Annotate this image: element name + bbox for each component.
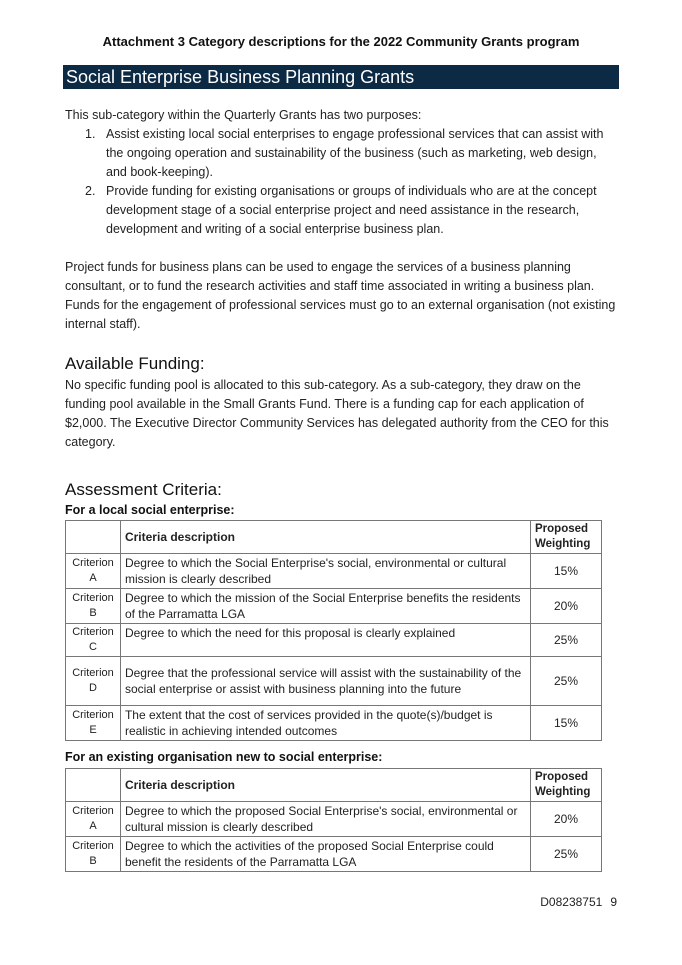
table-header-row: [66, 521, 602, 554]
description-cell: Degree to which the mission of the Social Enterprise benefits the residents of the Parramatta LGA: [120, 589, 530, 624]
list-item-text: Assist existing local social enterprises to engage professional services that can assist with the ongoing operation and sustainability of the business (such as marketing, web design, and book-keeping).: [106, 127, 604, 179]
local-enterprise-subheading: For a local social enterprise:: [65, 503, 235, 517]
funds-paragraph: Project funds for business plans can be used to engage the services of a business planning consultant, or to fund the research activities and staff time associated in writing a business plan. Funds for the engagement of professional services must go to an external organisation (not existing internal staff).: [65, 260, 616, 331]
list-number: 1.: [85, 127, 96, 141]
existing-organisation-subheading: For an existing organisation new to social enterprise:: [65, 750, 383, 764]
description-cell: Degree to which the Social Enterprise's social, environmental or cultural mission is clearly described: [120, 554, 530, 589]
purposes-list: [65, 125, 617, 239]
page-header: Attachment 3 Category descriptions for the 2022 Community Grants program: [102, 34, 580, 49]
intro-lead: This sub-category within the Quarterly Grants has two purposes:: [65, 108, 422, 122]
local-criteria-table: [65, 520, 602, 741]
criterion-cell: Criterion C: [66, 624, 121, 657]
table-header-cell: [66, 521, 121, 554]
list-item: [65, 125, 617, 182]
list-item-text: Provide funding for existing organisations or groups of individuals who are at the concept development stage of a social enterprise project and need assistance in the research, development and writing of a social enterprise business plan.: [106, 184, 597, 236]
existing-criteria-table: [65, 768, 602, 872]
list-item: [65, 182, 617, 239]
criterion-cell: Criterion A: [66, 802, 121, 837]
table-header-row: [66, 769, 602, 802]
table-header-cell: [66, 769, 121, 802]
document-id: D08238751: [540, 895, 603, 909]
table-row: [66, 706, 602, 741]
weighting-cell: 15%: [531, 706, 602, 741]
weighting-cell: 15%: [531, 554, 602, 589]
table-row: [66, 624, 602, 657]
table-header-cell: Proposed Weighting: [531, 521, 602, 554]
criterion-cell: Criterion B: [66, 589, 121, 624]
table-row: [66, 589, 602, 624]
description-cell: The extent that the cost of services provided in the quote(s)/budget is realistic in achieving intended outcomes: [120, 706, 530, 741]
page-footer: [540, 895, 617, 909]
description-cell: Degree to which the need for this proposal is clearly explained: [120, 624, 530, 657]
intro-section: [65, 106, 617, 239]
table-row: [66, 657, 602, 706]
description-cell: Degree that the professional service will assist with the sustainability of the social enterprise or assist with business planning into the future: [120, 657, 530, 706]
description-cell: Degree to which the activities of the proposed Social Enterprise could benefit the residents of the Parramatta LGA: [120, 837, 530, 872]
table-header-cell: Proposed Weighting: [531, 769, 602, 802]
page-number: 9: [610, 895, 617, 909]
weighting-cell: 25%: [531, 837, 602, 872]
weighting-cell: 25%: [531, 624, 602, 657]
criterion-cell: Criterion B: [66, 837, 121, 872]
weighting-cell: 20%: [531, 802, 602, 837]
available-funding-text: No specific funding pool is allocated to this sub-category. As a sub-category, they draw on the funding pool available in the Small Grants Fund. There is a funding cap for each application of $2,000. The Executive Director Community Services has delegated authority from the CEO for this category.: [65, 378, 609, 449]
table-header-cell: Criteria description: [120, 769, 530, 802]
criterion-cell: Criterion D: [66, 657, 121, 706]
table-header-cell: Criteria description: [120, 521, 530, 554]
criterion-cell: Criterion A: [66, 554, 121, 589]
criterion-cell: Criterion E: [66, 706, 121, 741]
section-banner-title: Social Enterprise Business Planning Grants: [63, 65, 619, 89]
assessment-criteria-heading: Assessment Criteria:: [65, 480, 222, 499]
list-number: 2.: [85, 184, 96, 198]
weighting-cell: 25%: [531, 657, 602, 706]
description-cell: Degree to which the proposed Social Enterprise's social, environmental or cultural mission is clearly described: [120, 802, 530, 837]
table-row: [66, 554, 602, 589]
available-funding-heading: Available Funding:: [65, 354, 205, 373]
table-row: [66, 802, 602, 837]
weighting-cell: 20%: [531, 589, 602, 624]
table-row: [66, 837, 602, 872]
